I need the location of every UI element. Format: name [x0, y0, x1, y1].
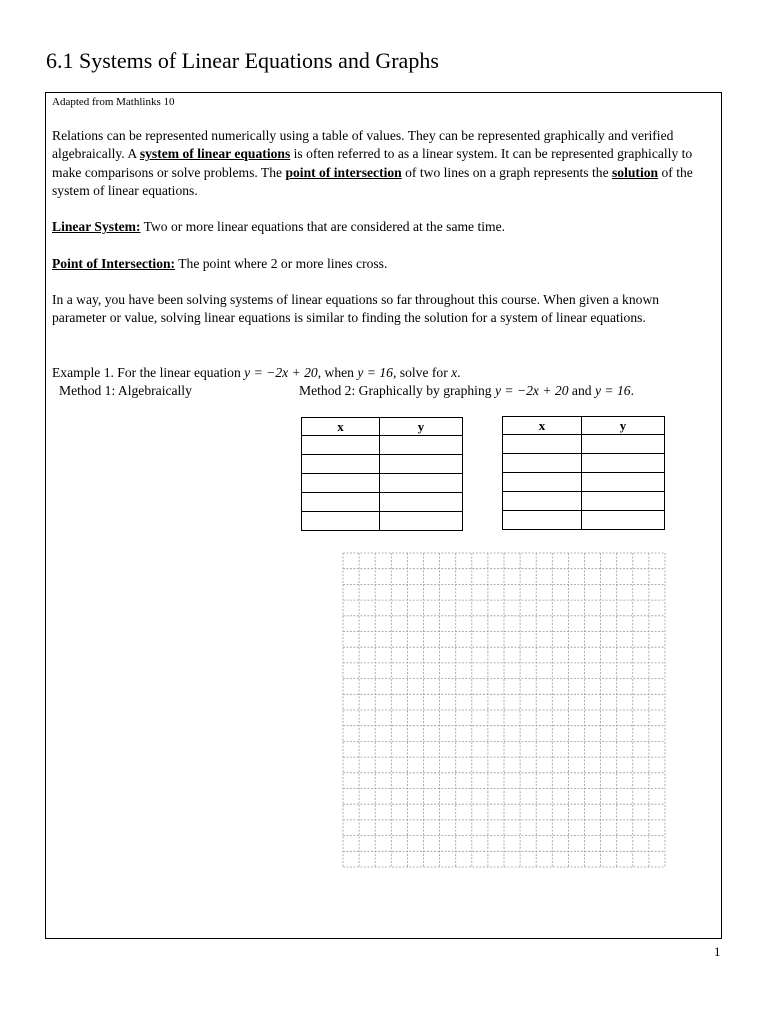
- source-note: Adapted from Mathlinks 10: [52, 96, 175, 108]
- table-2-cell[interactable]: [503, 435, 582, 454]
- paragraph-3: In a way, you have been solving systems of linear equations so far throughout this course. When given a known parameter or value, solving linear equations is similar to finding the solution for a system of linear equations.: [52, 292, 660, 326]
- table-2-cell[interactable]: [503, 492, 582, 511]
- table-2-cell[interactable]: [582, 435, 665, 454]
- example-text-1: Example 1. For the linear equation: [52, 365, 245, 380]
- table-1-cell[interactable]: [380, 455, 463, 474]
- point-of-intersection-term: Point of Intersection:: [52, 256, 176, 271]
- table-2-header-y: y: [582, 417, 665, 435]
- table-2-cell[interactable]: [582, 511, 665, 530]
- table-1-header-x: x: [302, 418, 380, 436]
- intro-text-3: of two lines on a graph represents the: [401, 164, 612, 180]
- table-1-header-y: y: [380, 418, 463, 436]
- table-1-cell[interactable]: [380, 436, 463, 455]
- table-1-cell[interactable]: [302, 436, 380, 455]
- method-2-end: .: [630, 383, 634, 398]
- graph-grid[interactable]: [342, 552, 666, 868]
- point-of-intersection-text: The point where 2 or more lines cross.: [175, 256, 388, 271]
- linear-system-text: Two or more linear equations that are considered at the same time.: [140, 219, 506, 234]
- linear-system-definition: [52, 218, 716, 236]
- method-2-text: Method 2: Graphically by graphing: [299, 383, 495, 398]
- example-text-2: , when: [317, 365, 358, 380]
- table-2-cell[interactable]: [582, 492, 665, 511]
- table-of-values-1: [301, 417, 463, 531]
- example-equation-1: y = −2x + 20: [244, 365, 318, 380]
- example-text-3: , solve for: [392, 365, 452, 380]
- table-2-cell[interactable]: [582, 473, 665, 492]
- table-2-cell[interactable]: [503, 454, 582, 473]
- intro-text-2: is often referred to as a linear system. It can be represented graphically to make comparisons or solve problems. The: [52, 146, 693, 180]
- intro-text-4: of the system of linear equations.: [52, 164, 693, 198]
- table-of-values-2: [502, 416, 665, 530]
- table-2-cell[interactable]: [503, 473, 582, 492]
- linear-system-term: Linear System:: [52, 219, 141, 234]
- table-1-cell[interactable]: [302, 512, 380, 531]
- table-1-cell[interactable]: [380, 493, 463, 512]
- method-2-label: [299, 382, 719, 400]
- table-1-cell[interactable]: [380, 474, 463, 493]
- method-2-equation-1: y = −2x + 20: [494, 383, 569, 398]
- keyword-solution: solution: [612, 164, 659, 180]
- method-2-and: and: [568, 383, 595, 398]
- keyword-point-of-intersection: point of intersection: [285, 164, 402, 180]
- example-1: [52, 364, 716, 382]
- table-1-cell[interactable]: [302, 493, 380, 512]
- point-of-intersection-definition: [52, 255, 716, 273]
- table-2-cell[interactable]: [582, 454, 665, 473]
- page-number: 1: [714, 944, 721, 959]
- intro-text-1: Relations can be represented numerically using a table of values. They can be represented graphically and verified algebraically. A: [52, 128, 674, 162]
- table-2-cell[interactable]: [503, 511, 582, 530]
- table-1-cell[interactable]: [380, 512, 463, 531]
- method-2-equation-2: y = 16: [594, 383, 631, 398]
- content-box: [45, 92, 722, 939]
- example-text-4: .: [457, 365, 461, 380]
- page-title: 6.1 Systems of Linear Equations and Graphs: [46, 48, 439, 73]
- table-1-cell[interactable]: [302, 455, 380, 474]
- table-1-cell[interactable]: [302, 474, 380, 493]
- example-variable: x: [451, 365, 458, 380]
- example-equation-2: y = 16: [357, 365, 393, 380]
- table-2-header-x: x: [503, 417, 582, 435]
- method-1-label: Method 1: Algebraically: [59, 383, 192, 398]
- keyword-system-of-linear-equations: system of linear equations: [139, 146, 291, 162]
- intro-paragraph: [52, 127, 716, 200]
